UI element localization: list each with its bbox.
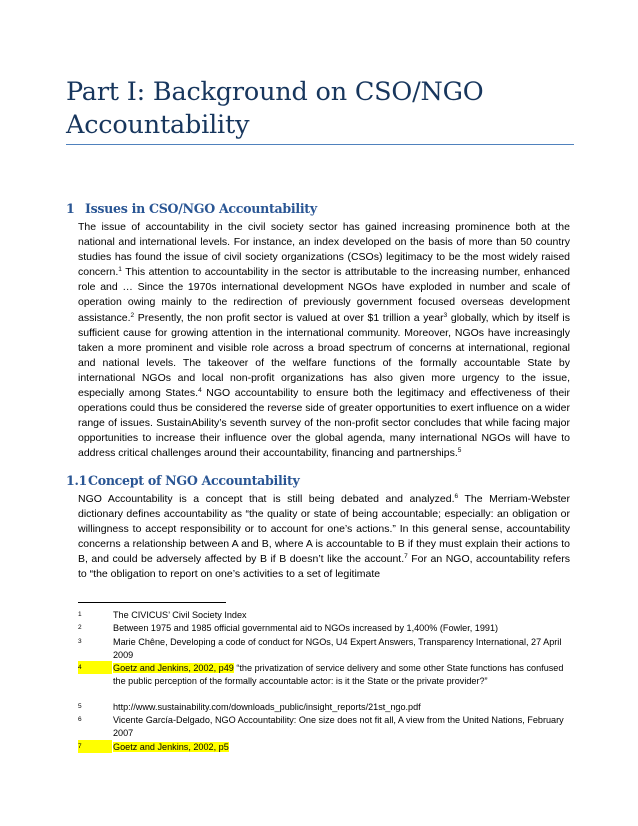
footnote-reference: 7 — [404, 553, 408, 561]
title-rule — [66, 144, 574, 145]
highlighted-citation: Goetz and Jenkins, 2002, p49 — [113, 663, 234, 673]
footnote-reference: 5 — [457, 447, 462, 455]
part-title: Part I: Background on CSO/NGO Accountability — [66, 77, 484, 140]
paragraph-text: globally, which by itself is sufficient cause for growing attention in the international community. Moreover, NGOs have increasingly taken a more prominent and visible role across a broad spectrum of concerns at international, regional and national levels. The takeover of the welfare functions of the formally accountable State by international NGOs and local non-profit organizations has also given more urgency to the issue, especially among States. — [78, 311, 570, 400]
section-1-paragraph — [78, 220, 570, 462]
section-1-1-paragraph — [78, 492, 570, 583]
section-title: Concept of NGO Accountability — [88, 473, 300, 488]
paragraph-text: NGO Accountability is a concept that is still being debated and analyzed. — [78, 493, 455, 505]
paragraph-text: Presently, the non profit sector is valued at over $1 trillion a year — [134, 311, 444, 324]
paragraph-text: This attention to accountability in the sector is attributable to the increasing number, enhanced role and … Since the 1970s international development NGOs have exploded in number and scale of operation owing mainly to the redirection of previously government focused overseas development assistance. — [78, 266, 570, 324]
paragraph-text: The issue of accountability in the civil society sector has gained increasing prominence both at the national and international levels. For instance, an index developed on the basis of more than 50 country studies has found the issue of civil society organizations (CSOs) legitimacy to be the most widely raised concern. — [78, 221, 570, 279]
highlighted-citation: Goetz and Jenkins, 2002, p5 — [113, 742, 229, 752]
section-1-heading — [66, 201, 317, 216]
footnote-6: 6 Vicente García-Delgado, NGO Accountability: One size does not fit all, A view from the United Nations, February 2007 — [78, 715, 564, 739]
footnote-1: 1 The CIVICUS’ Civil Society Index — [78, 610, 247, 620]
footnote-reference: 4 — [198, 387, 202, 395]
section-1-1-heading — [66, 473, 299, 488]
footnote-5: 5 http://www.sustainability.com/downloads_public/insight_reports/21st_ngo.pdf — [78, 702, 421, 712]
footnote-4: 4 Goetz and Jenkins, 2002, p49 “the privatization of service delivery and some other State functions has confused the public perception of the formally accountable actor: is it the State or the private provider?” — [78, 663, 564, 687]
section-number: 1 — [66, 201, 75, 216]
footnote-reference: 2 — [130, 311, 135, 319]
footnote-7: 7 Goetz and Jenkins, 2002, p5 — [78, 742, 229, 752]
paragraph-text: The Merriam-Webster dictionary defines accountability as “the quality or state of being accountable; especially: an obligation or willingness to accept responsibility or to account for one’s actions.” In this general sense, accountability concerns a relationship between A and B, where A is accountable to B if they must explain their actions to B, and could be adversely affected by B if B doesn’t like the account. — [78, 493, 570, 566]
footnote-separator — [78, 602, 226, 603]
paragraph-text: For an NGO, accountability refers to “the obligation to report on one’s activities to a set of legitimate — [78, 553, 570, 581]
section-number: 1.1 — [66, 473, 88, 488]
footnote-2: 2 Between 1975 and 1985 official governmental aid to NGOs increased by 1,400% (Fowler, 1991) — [78, 623, 499, 633]
footnote-reference: 3 — [443, 311, 448, 319]
footnote-reference: 1 — [118, 266, 122, 274]
footnote-reference: 6 — [454, 493, 459, 500]
paragraph-text: NGO accountability to ensure both the legitimacy and effectiveness of their operations could thus be considered the reverse side of greater opportunities to exert influence on a wider range of issues. SustainAbility’s seventh survey of the non-profit sector concludes that while facing major opportunities to increase their influence over the global agenda, many international NGOs will have to address critical challenges around their accountability, financing and partnerships. — [78, 387, 570, 460]
section-title: Issues in CSO/NGO Accountability — [85, 201, 317, 216]
footnote-3: 3 Marie Chêne, Developing a code of conduct for NGOs, U4 Expert Answers, Transparency International, 27 April 2009 — [78, 637, 562, 661]
